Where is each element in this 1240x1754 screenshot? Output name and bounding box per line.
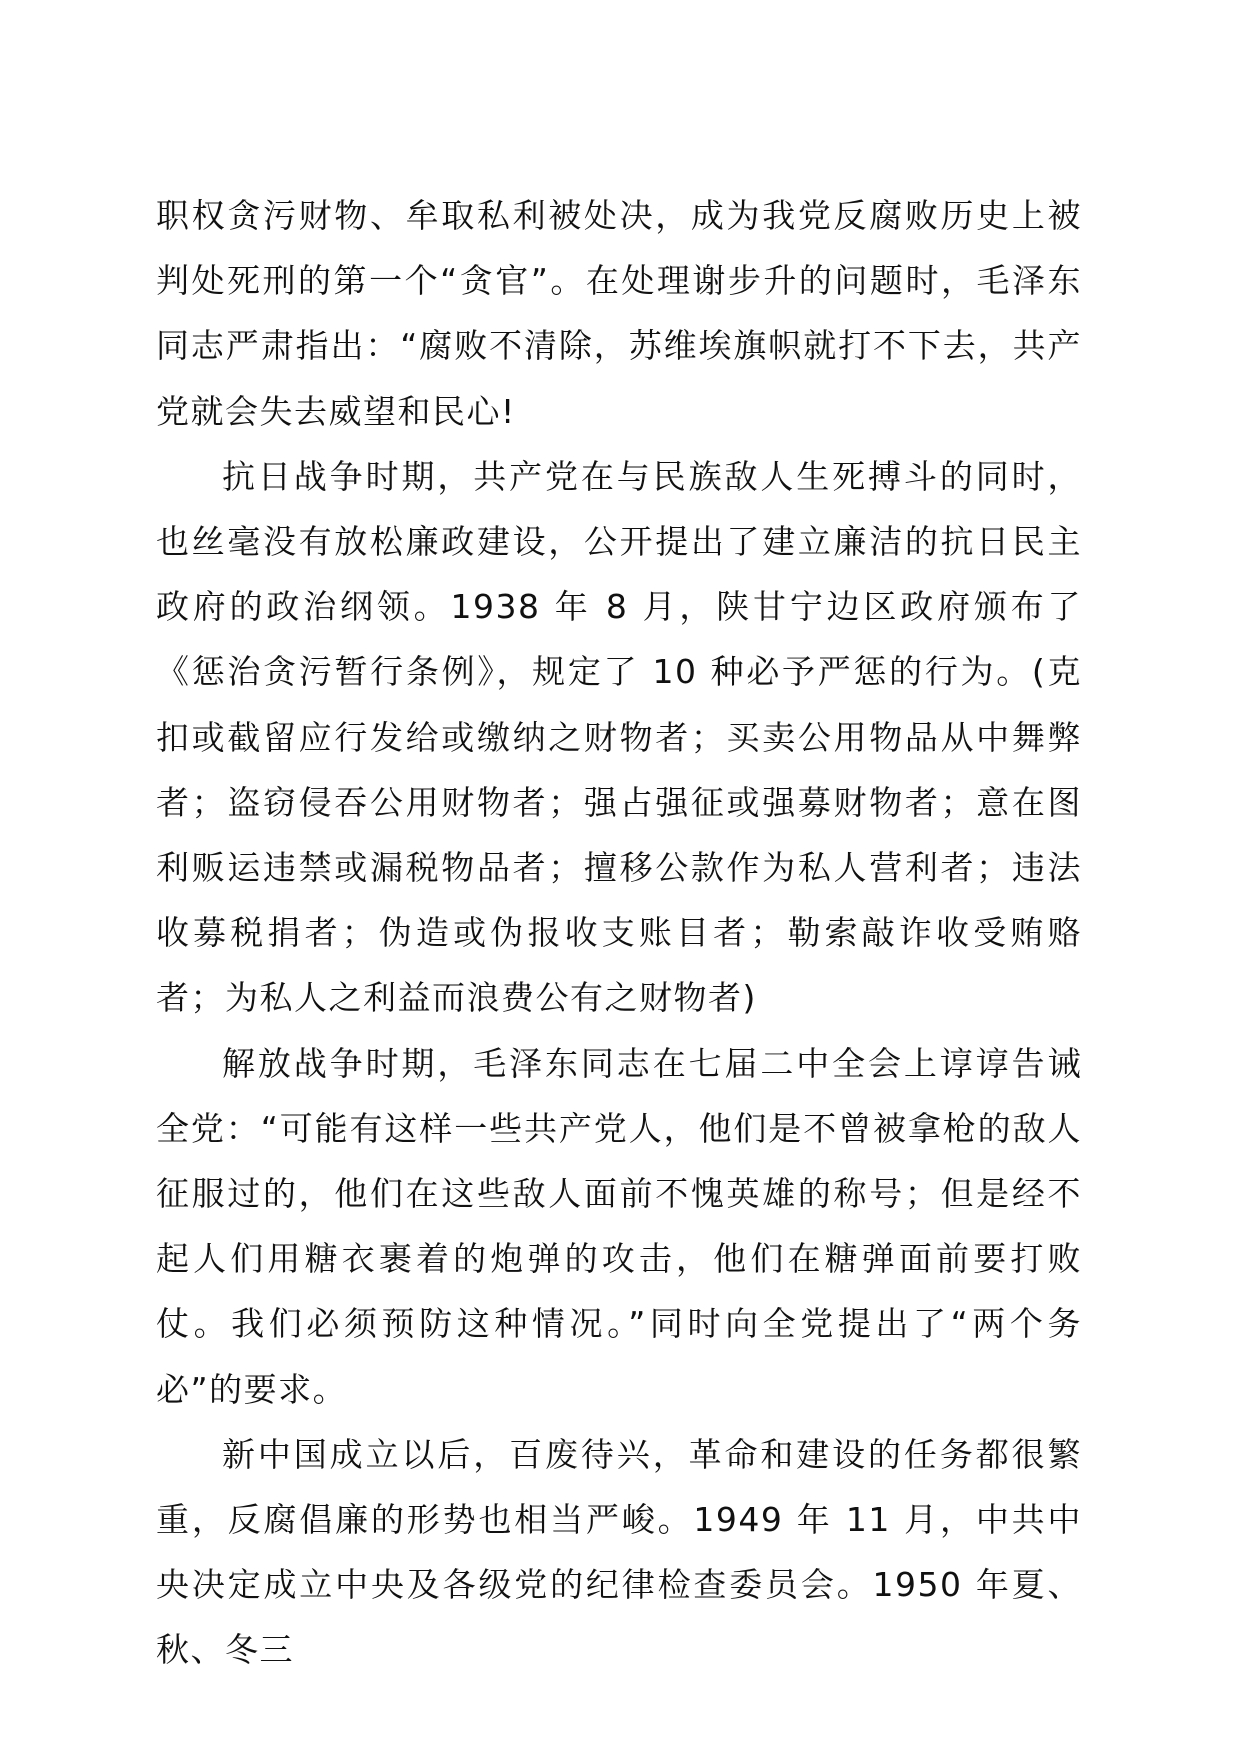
paragraph-new-china-founding: 新中国成立以后，百废待兴，革命和建设的任务都很繁重，反腐倡廉的形势也相当严峻。1949 年 11 月，中共中央决定成立中央及各级党的纪律检查委员会。1950 年夏、秋、冬三 — [156, 1434, 1082, 1670]
paragraph-anti-japanese-war-period: 抗日战争时期，共产党在与民族敌人生死搏斗的同时，也丝毫没有放松廉政建设，公开提出了建立廉洁的抗日民主政府的政治纲领。1938 年 8 月，陕甘宁边区政府颁布了《惩治贪污暂行条例》，规定了 10 种必予严惩的行为。(克扣或截留应行发给或缴纳之财物者；买卖公用物品从中舞弊者；盗窃侵吞公用财物者；强占强征或强募财物者；意在图利贩运违禁或漏税物品者；擅移公款作为私人营利者；违法收募税捐者；伪造或伪报收支账目者；勒索敲诈收受贿赂者；为私人之利益而浪费公有之财物者) — [156, 456, 1082, 1018]
body-text — [156, 183, 1082, 1683]
paragraph-continuation: 职权贪污财物、牟取私利被处决，成为我党反腐败历史上被判处死刑的第一个“贪官”。在处理谢步升的问题时，毛泽东同志严肃指出：“腐败不清除，苏维埃旗帜就打不下去，共产党就会失去威望和民心! — [156, 196, 1082, 431]
paragraph-liberation-war-period: 解放战争时期，毛泽东同志在七届二中全会上谆谆告诫全党：“可能有这样一些共产党人，他们是不曾被拿枪的敌人征服过的，他们在这些敌人面前不愧英雄的称号；但是经不起人们用糖衣裹着的炮弹的攻击，他们在糖弹面前要打败仗。我们必须预防这种情况。”同时向全党提出了“两个务必”的要求。 — [156, 1043, 1082, 1409]
